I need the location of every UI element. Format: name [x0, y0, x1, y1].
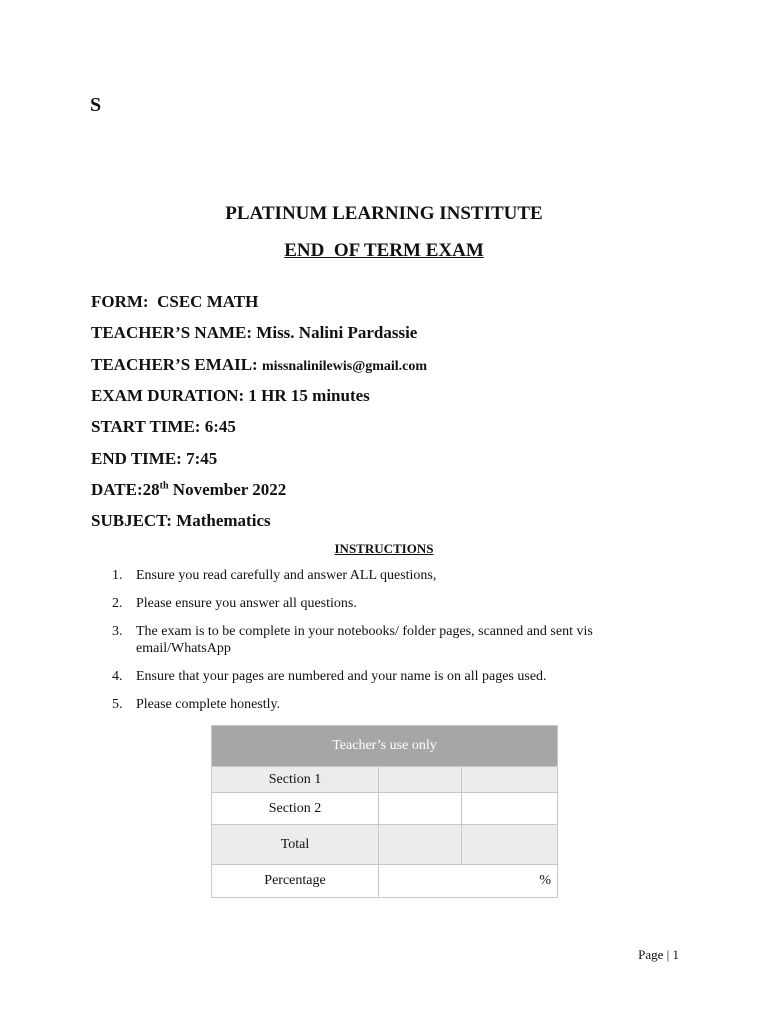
instruction-item	[112, 668, 672, 685]
instruction-text: The exam is to be complete in your notebooks/ folder pages, scanned and sent vis email/WhatsApp	[136, 624, 593, 656]
instructions-heading: INSTRUCTIONS	[334, 541, 434, 556]
duration-line	[91, 386, 370, 406]
date-line	[91, 480, 286, 500]
instruction-number: 4.	[112, 669, 123, 684]
teacher-email-line	[91, 355, 427, 375]
institute-title: PLATINUM LEARNING INSTITUTE	[225, 203, 543, 224]
form-label: FORM:	[91, 292, 149, 311]
date-day: 28	[142, 480, 160, 499]
page-number: Page | 1	[638, 947, 679, 962]
teacher-email-label: TEACHER’S EMAIL:	[91, 355, 258, 374]
row-label-total: Total	[212, 825, 379, 865]
subject-label: SUBJECT:	[91, 511, 172, 530]
instruction-text: Please ensure you answer all questions.	[136, 596, 357, 611]
score-cell	[462, 825, 558, 865]
end-time-label: END TIME:	[91, 449, 182, 468]
duration-value: 1 HR 15 minutes	[248, 386, 370, 405]
row-label-section-2: Section 2	[212, 793, 379, 825]
instruction-number: 3.	[112, 624, 123, 639]
percentage-cell: %	[379, 865, 558, 898]
teacher-name-label: TEACHER’S NAME:	[91, 323, 253, 342]
instructions-list	[112, 567, 672, 713]
start-time-label: START TIME:	[91, 417, 201, 436]
start-time-line	[91, 417, 236, 437]
instruction-number: 1.	[112, 568, 123, 583]
end-time-line	[91, 449, 217, 469]
score-cell	[379, 825, 462, 865]
form-line	[91, 292, 258, 312]
score-cell	[379, 793, 462, 825]
table-row	[212, 825, 558, 865]
corner-mark: S	[90, 94, 102, 116]
subject-value: Mathematics	[176, 511, 271, 530]
teacher-name-value: Miss. Nalini Pardassie	[256, 323, 418, 342]
date-label: DATE:	[91, 480, 143, 499]
instruction-number: 2.	[112, 596, 123, 611]
end-time-value: 7:45	[186, 449, 218, 468]
date-rest: November 2022	[172, 480, 287, 499]
instruction-text: Ensure you read carefully and answer ALL questions,	[136, 568, 437, 583]
table-row	[212, 865, 558, 898]
teacher-email-value: missnalinilewis@gmail.com	[261, 359, 428, 374]
score-cell	[462, 793, 558, 825]
table-row	[212, 767, 558, 793]
instruction-item	[112, 567, 672, 584]
instruction-item	[112, 696, 672, 713]
instruction-item	[112, 595, 672, 612]
duration-label: EXAM DURATION:	[91, 386, 245, 405]
instruction-item	[112, 623, 672, 657]
form-value: CSEC MATH	[157, 292, 259, 311]
instruction-text: Please complete honestly.	[136, 697, 281, 712]
date-suffix: th	[159, 480, 169, 492]
exam-title: END OF TERM EXAM	[284, 240, 484, 261]
row-label-section-1: Section 1	[212, 767, 379, 793]
teacher-name-line	[91, 323, 417, 343]
teacher-score-table	[211, 725, 558, 898]
row-label-percentage: Percentage	[212, 865, 379, 898]
instruction-number: 5.	[112, 697, 123, 712]
start-time-value: 6:45	[204, 417, 236, 436]
score-cell	[379, 767, 462, 793]
instruction-text: Ensure that your pages are numbered and your name is on all pages used.	[136, 669, 547, 684]
table-row	[212, 793, 558, 825]
score-table-header: Teacher’s use only	[212, 726, 558, 767]
score-cell	[462, 767, 558, 793]
subject-line	[91, 511, 271, 531]
